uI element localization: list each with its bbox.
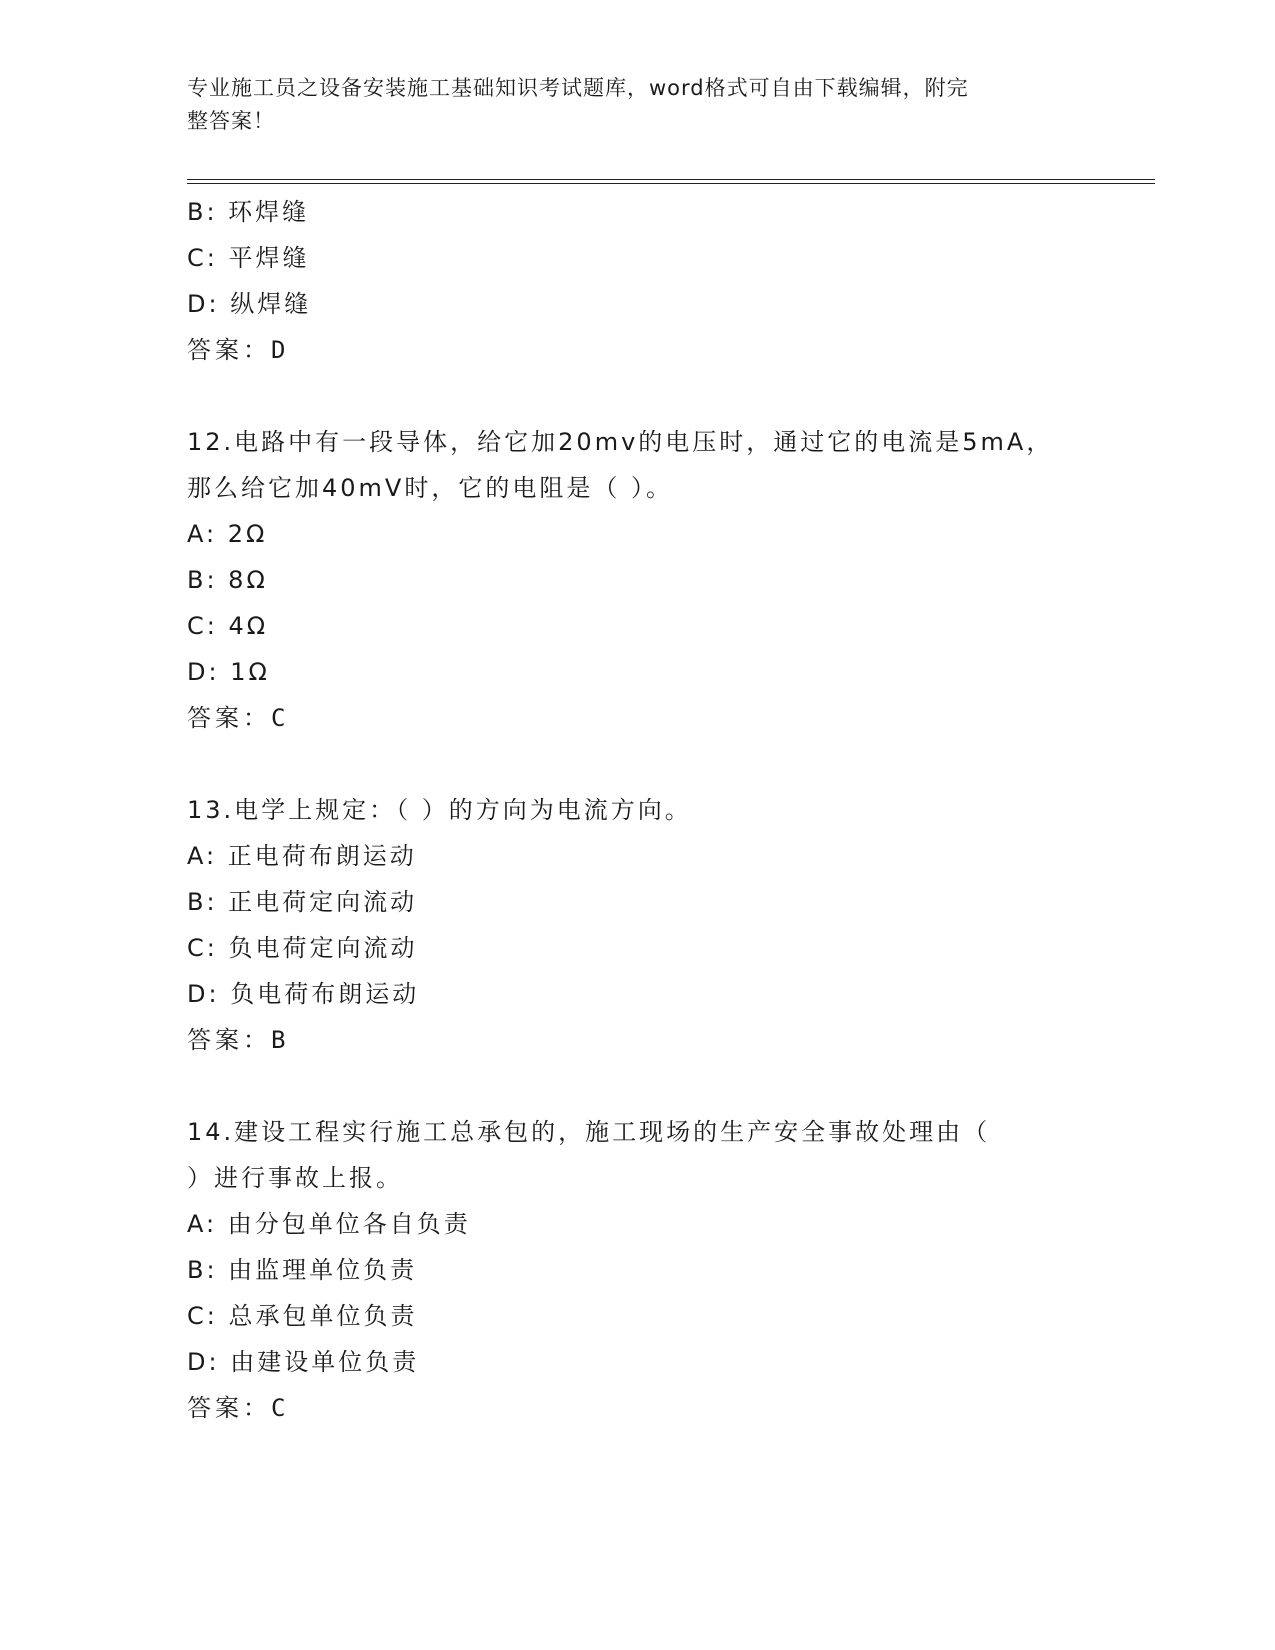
question-gap <box>187 741 1087 787</box>
header-line-2: 整答案！ <box>187 109 275 133</box>
option-d: D: 由建设单位负责 <box>187 1348 420 1376</box>
answer-line <box>187 1017 1087 1063</box>
option-d: D: 1Ω <box>187 658 270 686</box>
option-b: B: 8Ω <box>187 566 268 594</box>
option-d: D: 纵焊缝 <box>187 290 312 318</box>
option-c: C: 负电荷定向流动 <box>187 934 418 962</box>
question-gap <box>187 373 1087 419</box>
question-11-tail <box>187 189 1087 373</box>
answer-label: 答案： <box>187 704 271 732</box>
answer-value: B <box>271 1026 288 1054</box>
question-13 <box>187 787 1087 1063</box>
answer-line <box>187 327 1087 373</box>
answer-value: C <box>271 704 288 732</box>
document-header <box>187 72 1067 138</box>
question-12 <box>187 419 1087 741</box>
question-stem-line-1: 13.电学上规定：（ ）的方向为电流方向。 <box>187 796 692 824</box>
option-b: B: 正电荷定向流动 <box>187 888 418 916</box>
option-b: B: 由监理单位负责 <box>187 1256 418 1284</box>
option-c: C: 平焊缝 <box>187 244 310 272</box>
option-c: C: 总承包单位负责 <box>187 1302 418 1330</box>
answer-value: D <box>271 336 288 364</box>
header-divider-bottom <box>187 183 1155 184</box>
header-divider-top <box>187 179 1155 180</box>
option-c: C: 4Ω <box>187 612 269 640</box>
option-a: A: 由分包单位各自负责 <box>187 1210 471 1238</box>
header-line-1: 专业施工员之设备安装施工基础知识考试题库，word格式可自由下载编辑，附完 <box>187 76 969 100</box>
question-stem-line-2: 那么给它加40mV时，它的电阻是（ ）。 <box>187 474 673 502</box>
answer-label: 答案： <box>187 1394 271 1422</box>
option-a: A: 2Ω <box>187 520 268 548</box>
document-body <box>187 189 1087 1431</box>
answer-line <box>187 695 1087 741</box>
question-stem-line-1: 14.建设工程实行施工总承包的，施工现场的生产安全事故处理由（ <box>187 1118 991 1146</box>
question-14 <box>187 1109 1087 1431</box>
answer-value: C <box>271 1394 288 1422</box>
option-b: B: 环焊缝 <box>187 198 310 226</box>
question-gap <box>187 1063 1087 1109</box>
answer-line <box>187 1385 1087 1431</box>
question-stem-line-2: ）进行事故上报。 <box>187 1164 403 1192</box>
option-a: A: 正电荷布朗运动 <box>187 842 417 870</box>
answer-label: 答案： <box>187 336 271 364</box>
option-d: D: 负电荷布朗运动 <box>187 980 420 1008</box>
answer-label: 答案： <box>187 1026 271 1054</box>
question-stem-line-1: 12.电路中有一段导体，给它加20mv的电压时，通过它的电流是5mA， <box>187 428 1054 456</box>
